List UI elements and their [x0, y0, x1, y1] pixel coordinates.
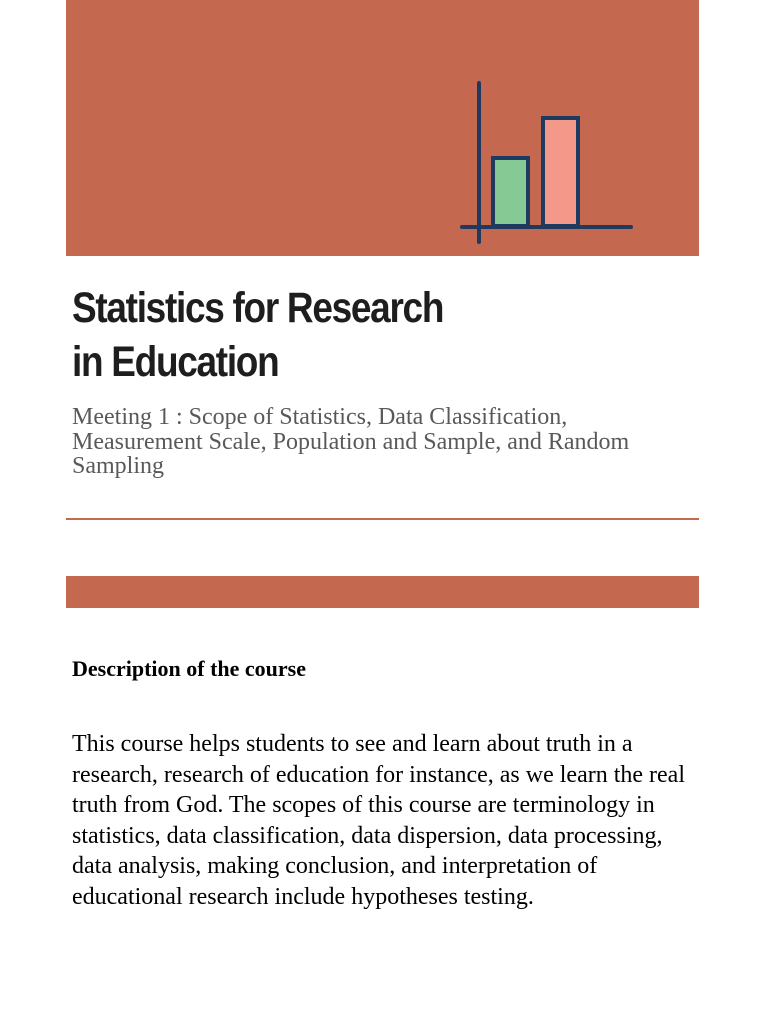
bar-chart-icon [66, 0, 699, 256]
title-line-1: Statistics for Research [72, 284, 444, 332]
chart-bar-green [493, 158, 528, 226]
title-line-2: in Education [72, 338, 279, 386]
document-page [66, 0, 699, 1024]
header-banner [66, 0, 699, 256]
divider-line [66, 518, 699, 520]
section-heading: Description of the course [72, 656, 307, 681]
page-subtitle: Meeting 1 : Scope of Statistics, Data Classification, Measurement Scale, Population and Sample, and Random Sampling [72, 404, 630, 479]
banner-background [66, 0, 699, 256]
chart-bar-salmon [543, 118, 578, 226]
section-bar [66, 576, 699, 608]
course-description: This course helps students to see and learn about truth in a research, research of education for instance, as we learn the real truth from God. The scopes of this course are terminology in statistics, data classification, data dispersion, data processing, data analysis, making conclusion, and interpretation of educational research include hypotheses testing. [72, 731, 685, 910]
page-title [72, 281, 443, 389]
